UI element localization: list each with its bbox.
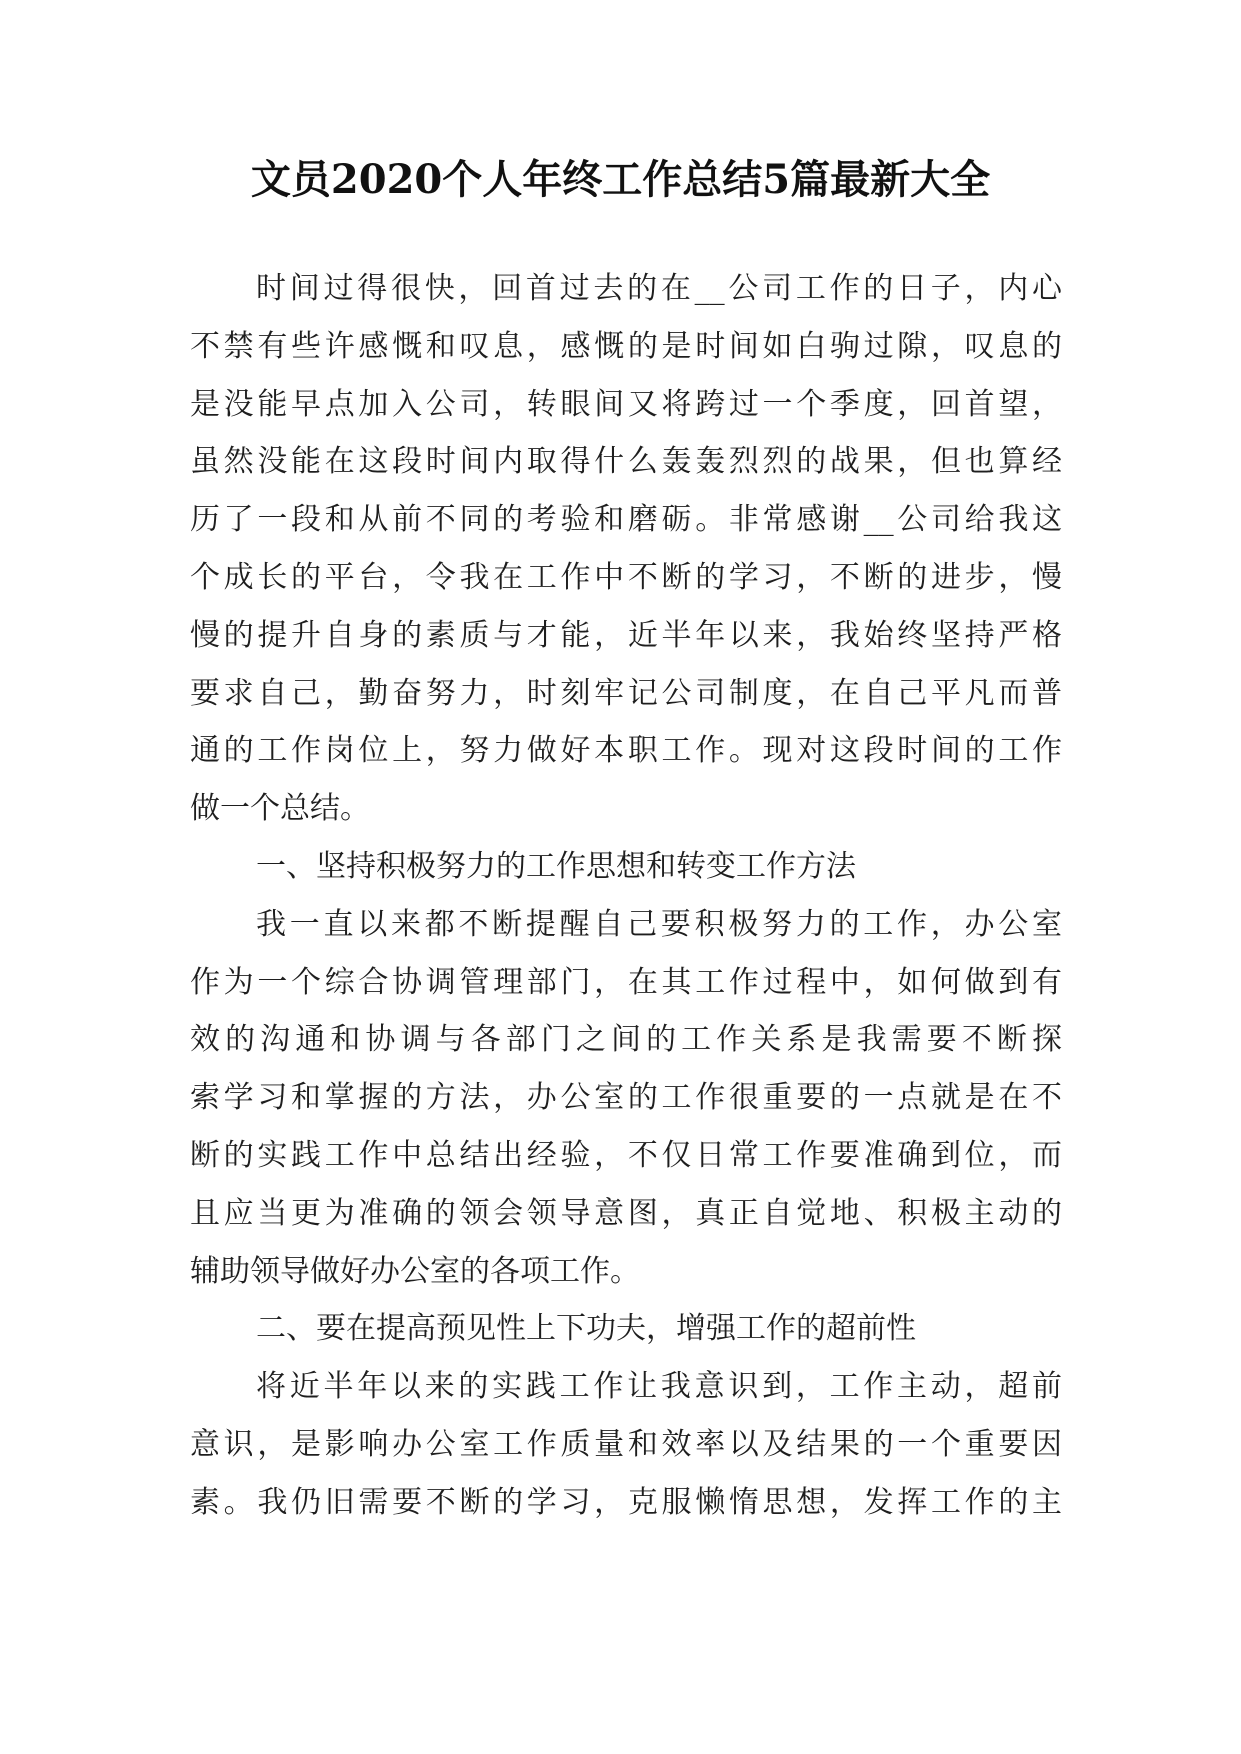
text-line: 效的沟通和协调与各部门之间的工作关系是我需要不断探 bbox=[190, 1022, 1062, 1058]
text-line: 索学习和掌握的方法，办公室的工作很重要的一点就是在不 bbox=[190, 1080, 1062, 1116]
text-line: 慢的提升自身的素质与才能，近半年以来，我始终坚持严格 bbox=[190, 617, 1062, 653]
document-body bbox=[190, 260, 1062, 1532]
text-line: 虽然没能在这段时间内取得什么轰轰烈烈的战果，但也算经 bbox=[190, 444, 1062, 480]
text-line: 我一直以来都不断提醒自己要积极努力的工作，办公室 bbox=[256, 906, 1062, 942]
text-line: 一、坚持积极努力的工作思想和转变工作方法 bbox=[256, 848, 856, 884]
document-title: 文员2020个人年终工作总结5篇最新大全 bbox=[250, 156, 991, 203]
text-line: 历了一段和从前不同的考验和磨砺。非常感谢__公司给我这 bbox=[190, 502, 1062, 538]
text-line: 时间过得很快，回首过去的在__公司工作的日子，内心 bbox=[256, 271, 1062, 306]
text-line: 通的工作岗位上，努力做好本职工作。现对这段时间的工作 bbox=[190, 733, 1062, 769]
text-line: 素。我仍旧需要不断的学习，克服懒惰思想，发挥工作的主 bbox=[190, 1484, 1062, 1520]
text-line: 辅助领导做好办公室的各项工作。 bbox=[190, 1253, 640, 1289]
text-line: 将近半年以来的实践工作让我意识到，工作主动，超前 bbox=[256, 1369, 1062, 1405]
text-line: 断的实践工作中总结出经验，不仅日常工作要准确到位，而 bbox=[190, 1137, 1062, 1173]
text-line: 作为一个综合协调管理部门，在其工作过程中，如何做到有 bbox=[190, 964, 1062, 1000]
text-line: 不禁有些许感慨和叹息，感慨的是时间如白驹过隙，叹息的 bbox=[190, 328, 1062, 364]
text-line: 个成长的平台，令我在工作中不断的学习，不断的进步，慢 bbox=[190, 559, 1062, 595]
text-line: 是没能早点加入公司，转眼间又将跨过一个季度，回首望， bbox=[190, 386, 1062, 422]
text-line: 且应当更为准确的领会领导意图，真正自觉地、积极主动的 bbox=[190, 1195, 1062, 1231]
text-line: 二、要在提高预见性上下功夫，增强工作的超前性 bbox=[256, 1311, 916, 1347]
text-line: 要求自己，勤奋努力，时刻牢记公司制度，在自己平凡而普 bbox=[190, 675, 1062, 711]
text-line: 做一个总结。 bbox=[190, 791, 370, 827]
text-line: 意识，是影响办公室工作质量和效率以及结果的一个重要因 bbox=[190, 1426, 1062, 1462]
